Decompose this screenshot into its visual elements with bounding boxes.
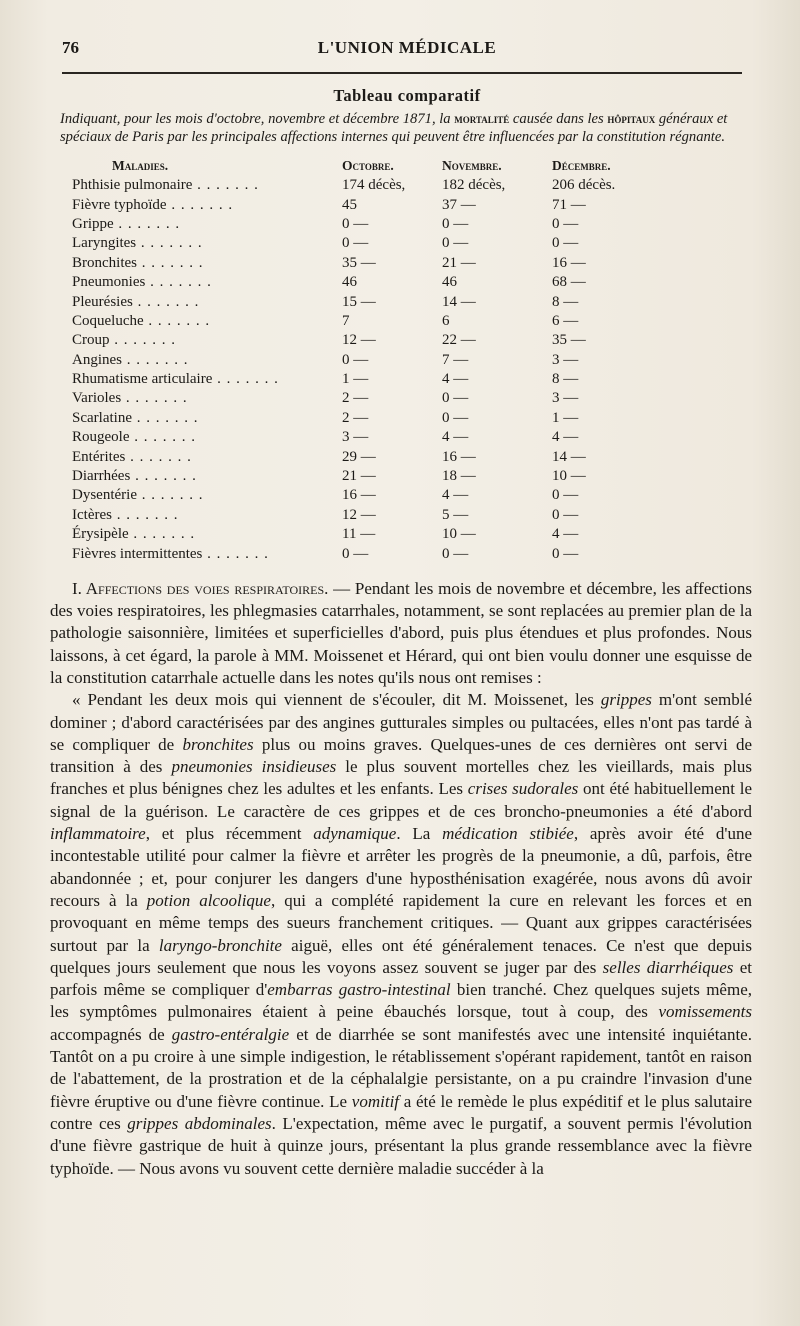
disease-name: Scarlatine (72, 409, 132, 426)
dot-leader: . . . . . . . (122, 351, 189, 368)
value-octobre: 0 — (342, 351, 369, 368)
disease-name: Dysentérie (72, 487, 137, 504)
value-novembre: 0 — (442, 235, 469, 252)
table-row (72, 428, 632, 447)
disease-name: Fièvres intermittentes (72, 545, 203, 562)
dot-leader: . . . . . . . (136, 487, 204, 504)
value-novembre: 10 — (442, 526, 476, 543)
running-head (62, 34, 742, 64)
value-octobre: 11 — (342, 526, 376, 543)
value-novembre: 18 — (442, 468, 476, 485)
col-header-decembre: Décembre. (552, 158, 611, 173)
text-run: accompagnés de (50, 1024, 172, 1044)
disease-name: Bronchites (72, 254, 137, 271)
value-octobre: 21 — (342, 468, 376, 485)
col-header-maladies: Maladies. (112, 158, 169, 173)
table-intro (60, 110, 760, 146)
text-run: m'ont semblé dominer ; d'abord caractérisées par des angines gutturales simples ou pultacées, elles n'ont pas tardé à se compliquer de (50, 690, 752, 754)
text-run: et de diarrhée se sont manifestés avec une intensité inquiétante. Tantôt on a pu croire à une simple indigestion, le rétablissement s'opérant rapidement, tantôt en raison de l'abattement, de la prostration et de la céphalalgie persistante, on a pu craindre l'invasion d'une fièvre éruptive ou d'une fièvre continue. Le (50, 1024, 752, 1111)
table-row (72, 273, 632, 292)
value-decembre: 0 — (552, 215, 579, 232)
value-novembre: 7 — (442, 351, 469, 368)
italic-term: grippes (600, 690, 652, 710)
value-decembre: 3 — (552, 390, 579, 407)
italic-term: pneumonies insidieuses (171, 757, 337, 777)
table-row (72, 486, 632, 505)
value-octobre: 0 — (342, 235, 369, 252)
value-decembre: 0 — (552, 235, 579, 252)
value-decembre: 1 — (552, 409, 579, 426)
table-title: Tableau comparatif (333, 86, 481, 105)
italic-term: grippes abdominales (127, 1113, 272, 1133)
col-header-octobre: Octobre. (342, 158, 394, 173)
value-decembre: 16 — (552, 254, 586, 271)
disease-name: Coqueluche (72, 312, 144, 329)
italic-term: médication stibiée (442, 824, 574, 844)
disease-name: Varioles (72, 390, 122, 407)
disease-name: Pleurésies (72, 293, 133, 310)
body-text (50, 578, 752, 1180)
value-decembre: 14 — (552, 448, 586, 465)
value-octobre: 16 — (342, 487, 376, 504)
table-row (72, 292, 632, 311)
value-decembre: 6 — (552, 312, 579, 329)
value-novembre: 5 — (442, 506, 469, 523)
value-decembre: 0 — (552, 487, 579, 504)
value-novembre: 0 — (442, 409, 469, 426)
dot-leader: . . . . . . . (166, 196, 234, 213)
dot-leader: . . . . . . . (212, 371, 279, 388)
value-novembre: 4 — (442, 371, 469, 388)
italic-term: inflammatoire (50, 824, 146, 844)
text-run: . L'expectation, même avec le purgatif, a souvent permis l'évolution d'une fièvre gastrique de huit à quinze jours, présentant la plus grande ressemblance avec la fièvre typhoïde. — Nous avons vu souvent cette dernière maladie succéder à la (50, 1113, 752, 1178)
disease-name: Entérites (72, 448, 126, 465)
value-decembre: 4 — (552, 526, 579, 543)
value-octobre: 1 — (342, 371, 369, 388)
dot-leader: . . . . . . . (109, 332, 176, 349)
value-octobre: 12 — (342, 506, 376, 523)
value-decembre: 0 — (552, 545, 579, 562)
text-run: plus ou moins graves. Quelques-unes de ces dernières ont servi de transition à des (50, 734, 752, 777)
value-decembre: 4 — (552, 429, 579, 446)
table-row (72, 215, 632, 234)
disease-name: Rhumatisme articulaire (72, 371, 213, 388)
dot-leader: . . . . . . . (145, 274, 212, 291)
italic-term: laryngo-bronchite (158, 935, 282, 955)
table-row (72, 525, 632, 544)
value-decembre: 0 — (552, 506, 579, 523)
value-decembre: 3 — (552, 351, 579, 368)
value-octobre: 15 — (342, 293, 376, 310)
disease-name: Érysipèle (72, 526, 129, 543)
table-row (72, 176, 632, 195)
table-row (72, 544, 632, 563)
value-octobre: 29 — (342, 448, 376, 465)
italic-term: crises sudorales (467, 779, 579, 799)
italic-term: selles diarrhéiques (602, 957, 734, 977)
disease-name: Grippe (72, 215, 114, 232)
value-novembre: 37 — (442, 196, 476, 213)
table-row (72, 254, 632, 273)
dot-leader: . . . . . . . (143, 312, 211, 329)
disease-name: Croup (72, 332, 110, 349)
disease-name: Rougeole (72, 429, 130, 446)
value-novembre: 0 — (442, 215, 469, 232)
italic-term: embarras gastro-intestinal (267, 980, 451, 1000)
text-run: , après avoir été d'une incontestable utilité pour calmer la fièvre et arrêter les progrès de la pneumonie, a dû, parfois, être abandonnée ; et, pour conjurer les dangers d'une hyposthénisation exagérée, nous avons dû avoir recours à la (50, 824, 752, 910)
table-row (72, 312, 632, 331)
text-run: et parfois même se compliquer d' (50, 957, 752, 1000)
value-novembre: 16 — (442, 448, 476, 465)
value-octobre: 3 — (342, 429, 369, 446)
intro-text-3: généraux et spéciaux de Paris par les principales affections internes qui peuvent être influencées par la constitution régnante. (60, 111, 728, 145)
value-decembre: 68 — (552, 274, 586, 291)
intro-text-1: Indiquant, pour les mois d'octobre, novembre et décembre 1871, la (60, 111, 455, 127)
value-octobre: 2 — (342, 409, 369, 426)
text-run: ont été habituellement le signal de la guérison. Le caractère de ces grippes et de ces broncho-pneumonies a été d'abord (50, 779, 752, 821)
intro-mortalite: mortalité (454, 111, 510, 126)
table-header-row (72, 156, 632, 176)
value-octobre: 45 (342, 196, 357, 213)
value-octobre: 7 (342, 312, 350, 329)
value-novembre: 4 — (442, 487, 469, 504)
disease-name: Phthisie pulmonaire (72, 177, 193, 194)
disease-name: Pneumonies (72, 274, 146, 291)
italic-term: vomissements (658, 1002, 752, 1022)
dot-leader: . . . . . . . (121, 390, 188, 407)
italic-term: vomitif (351, 1091, 400, 1111)
dot-leader: . . . . . . . (137, 254, 204, 271)
table-row (72, 506, 632, 525)
text-run: , et plus récemment (145, 824, 314, 844)
italic-term: bronchites (182, 734, 254, 754)
value-decembre: 71 — (552, 196, 586, 213)
value-novembre: 46 (442, 274, 457, 291)
dot-leader: . . . . . . . (113, 215, 181, 232)
dot-leader: . . . . . . . (125, 448, 192, 465)
value-octobre: 35 — (342, 254, 376, 271)
dot-leader: . . . . . . . (131, 409, 199, 426)
text-run: . La (396, 824, 443, 844)
value-novembre: 0 — (442, 545, 469, 562)
dot-leader: . . . . . . . (132, 293, 200, 310)
italic-term: adynamique (313, 824, 397, 844)
section-heading: I. Affections des voies respiratoires. (72, 578, 329, 598)
col-header-novembre: Novembre. (442, 158, 502, 173)
italic-term: gastro-entéralgie (171, 1024, 290, 1044)
text-run: , qui a complété rapidement la cure en relevant les forces et en provoquant en même temps des sueurs franchement critiques. — Quant aux grippes caractérisées surtout par la (50, 890, 753, 955)
table-row (72, 389, 632, 408)
value-novembre: 182 décès, (442, 177, 506, 194)
header-rule (62, 72, 742, 74)
value-octobre: 174 décès, (342, 177, 406, 194)
value-decembre: 35 — (552, 332, 586, 349)
value-octobre: 46 (342, 274, 357, 291)
disease-name: Ictères (72, 506, 112, 523)
mortality-table (72, 156, 632, 564)
value-novembre: 4 — (442, 429, 469, 446)
value-novembre: 0 — (442, 390, 469, 407)
value-decembre: 8 — (552, 293, 579, 310)
value-octobre: 0 — (342, 545, 369, 562)
table-row (72, 331, 632, 350)
table-row (72, 447, 632, 466)
value-decembre: 10 — (552, 468, 586, 485)
italic-term: potion alcoolique (146, 890, 271, 910)
value-novembre: 6 (442, 312, 450, 329)
text-run: aiguë, elles ont été généralement tenaces. Ce n'est que depuis quelques jours seulement que nous les voyons assez souvent se juger par des (50, 935, 753, 977)
disease-name: Laryngites (72, 235, 137, 252)
page-number: 76 (62, 38, 79, 57)
table-row (72, 234, 632, 253)
intro-hopitaux: hôpitaux (607, 111, 656, 126)
text-run: le plus souvent mortelles chez les vieillards, mais plus franches et plus bénignes chez les adultes et les enfants. Les (50, 757, 753, 799)
paragraph-1-text: — Pendant les mois de novembre et décembre, les affections des voies respiratoires, les phlegmasies catarrhales, notamment, se sont replacées au premier plan de la pathologie saisonnière, limitées et superficielles d'abord, puis plus étendues et plus profondes. Nous laissons, à cet égard, la parole à MM. Moissenet et Hérard, qui ont bien voulu donner une esquisse de la constitution catarrhale actuelle dans les notes qu'ils nous ont remises : (50, 578, 752, 687)
disease-name: Fièvre typhoïde (72, 196, 167, 213)
value-decembre: 206 décès. (552, 177, 616, 194)
paragraph-1 (50, 578, 752, 689)
value-novembre: 22 — (442, 332, 476, 349)
dot-leader: . . . . . . . (202, 545, 269, 562)
dot-leader: . . . . . . . (111, 506, 179, 523)
intro-text-2: causée dans les (509, 111, 608, 127)
text-run: bien tranché. Chez quelques sujets même, les symptômes pulmonaires étaient à peine ébauchés lorsque, tout à coup, des (50, 980, 753, 1022)
dot-leader: . . . . . . . (129, 429, 196, 446)
table-row (72, 409, 632, 428)
value-octobre: 0 — (342, 215, 369, 232)
text-run: « Pendant les deux mois qui viennent de s'écouler, dit M. Moissenet, les (72, 690, 601, 710)
value-novembre: 14 — (442, 293, 476, 310)
table-row (72, 351, 632, 370)
text-run: a été le remède le plus expéditif et le plus salutaire contre ces (50, 1091, 753, 1133)
dot-leader: . . . . . . . (136, 235, 203, 252)
journal-title: L'UNION MÉDICALE (317, 38, 497, 57)
paragraph-2 (50, 689, 752, 1180)
disease-name: Angines (72, 351, 122, 368)
table-row (72, 467, 632, 486)
table-body (72, 176, 632, 564)
table-row (72, 370, 632, 389)
value-octobre: 12 — (342, 332, 376, 349)
disease-name: Diarrhées (72, 468, 131, 485)
value-octobre: 2 — (342, 390, 369, 407)
table-row (72, 195, 632, 214)
value-novembre: 21 — (442, 254, 476, 271)
value-decembre: 8 — (552, 371, 579, 388)
dot-leader: . . . . . . . (192, 177, 259, 194)
dot-leader: . . . . . . . (128, 526, 196, 543)
dot-leader: . . . . . . . (130, 468, 197, 485)
